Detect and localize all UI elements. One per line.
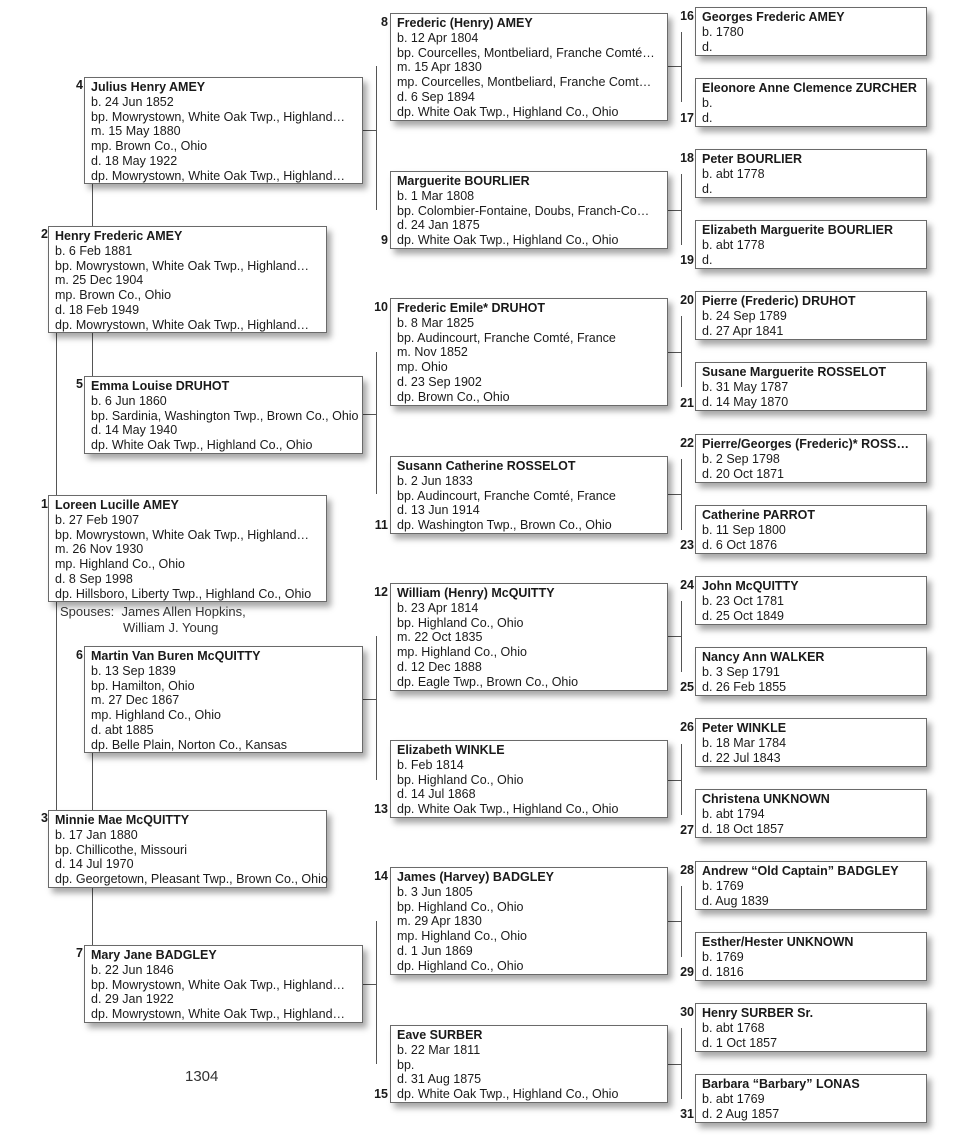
person-number: 19 (680, 253, 694, 267)
person-name: Henry SURBER Sr. (702, 1006, 814, 1020)
person-detail: dp. White Oak Twp., Highland Co., Ohio (91, 438, 313, 453)
person-name: Barbara “Barbary” LONAS (702, 1077, 860, 1091)
person-number: 14 (374, 869, 388, 883)
person-number: 11 (374, 518, 388, 532)
connector-line (376, 66, 377, 210)
connector-line (92, 180, 93, 227)
person-number: 9 (381, 233, 388, 247)
person-box-2[interactable] (48, 226, 327, 333)
person-detail: b. 3 Sep 1791 (702, 665, 780, 679)
person-number: 16 (680, 9, 694, 23)
person-detail: b. 18 Mar 1784 (702, 736, 787, 750)
person-detail: bp. Highland Co., Ohio (397, 772, 524, 787)
person-detail: dp. Belle Plain, Norton Co., Kansas (91, 737, 287, 752)
person-detail: d. 29 Jan 1922 (91, 992, 174, 1007)
page-number: 1304 (185, 1068, 219, 1085)
person-detail: bp. Sardinia, Washington Twp., Brown Co., Ohio (91, 408, 359, 423)
person-detail: d. 18 May 1922 (91, 153, 178, 168)
person-detail: dp. White Oak Twp., Highland Co., Ohio (397, 233, 619, 248)
person-detail: b. 31 May 1787 (702, 380, 789, 394)
person-number: 27 (680, 823, 694, 837)
person-name: Henry Frederic AMEY (55, 229, 183, 243)
person-detail: dp. White Oak Twp., Highland Co., Ohio (397, 104, 619, 119)
connector-line (666, 1064, 681, 1065)
person-detail: m. 27 Dec 1867 (91, 693, 180, 708)
person-detail: dp. White Oak Twp., Highland Co., Ohio (397, 1087, 619, 1102)
person-detail: b. 6 Feb 1881 (55, 244, 133, 258)
person-number: 24 (680, 578, 694, 592)
person-name: Susann Catherine ROSSELOT (397, 459, 576, 473)
person-name: Emma Louise DRUHOT (91, 379, 230, 393)
person-name: Georges Frederic AMEY (702, 10, 845, 24)
person-detail: d. Aug 1839 (702, 893, 769, 908)
person-detail: bp. Highland Co., Ohio (397, 899, 524, 914)
connector-line (376, 921, 377, 1064)
person-number: 31 (680, 1107, 694, 1121)
person-number: 30 (680, 1005, 694, 1019)
connector-line (362, 414, 376, 415)
person-detail: d. 27 Apr 1841 (702, 323, 784, 338)
person-detail: d. 6 Oct 1876 (702, 537, 778, 552)
person-box-20[interactable] (695, 291, 927, 340)
person-detail: d. 1 Oct 1857 (702, 1035, 778, 1050)
connector-line (666, 636, 681, 637)
person-box-25[interactable] (695, 647, 927, 696)
person-detail: dp. Washington Twp., Brown Co., Ohio (397, 518, 612, 533)
person-number: 1 (41, 497, 48, 511)
connector-line (362, 130, 376, 131)
person-detail: b. abt 1778 (702, 167, 765, 181)
person-box-27[interactable] (695, 789, 927, 838)
person-detail: b. 12 Apr 1804 (397, 31, 479, 45)
connector-line (376, 352, 377, 494)
connector-line (362, 699, 376, 700)
person-detail: b. abt 1769 (702, 1092, 765, 1106)
person-detail: mp. Highland Co., Ohio (397, 929, 527, 944)
person-box-13[interactable] (390, 740, 668, 818)
spouse-name: James Allen Hopkins, (121, 604, 246, 619)
person-box-11[interactable] (390, 456, 668, 534)
person-detail: dp. Mowrystown, White Oak Twp., Highland… (91, 1007, 346, 1022)
person-detail: d. 6 Sep 1894 (397, 89, 475, 104)
person-name: Nancy Ann WALKER (702, 650, 825, 664)
person-detail: dp. Hillsboro, Liberty Twp., Highland Co., Ohio (55, 586, 312, 601)
person-detail: d. 14 May 1870 (702, 394, 789, 409)
person-name: Elizabeth WINKLE (397, 743, 505, 757)
person-box-6[interactable] (84, 646, 363, 753)
person-detail: d. 14 Jul 1970 (55, 857, 134, 872)
person-detail: b. 22 Jun 1846 (91, 963, 174, 977)
person-detail: mp. Brown Co., Ohio (55, 288, 172, 303)
person-number: 20 (680, 293, 694, 307)
connector-line (92, 750, 93, 810)
person-name: Elizabeth Marguerite BOURLIER (702, 223, 893, 237)
person-box-31[interactable] (695, 1074, 927, 1123)
person-name: Esther/Hester UNKNOWN (702, 935, 854, 949)
person-detail: m. Nov 1852 (397, 345, 468, 360)
person-number: 12 (374, 585, 388, 599)
person-detail: mp. Courcelles, Montbeliard, Franche Comt… (397, 75, 652, 90)
person-name: John McQUITTY (702, 579, 799, 593)
person-box-12[interactable] (390, 583, 668, 691)
person-detail: b. 13 Sep 1839 (91, 664, 176, 678)
person-detail: b. 23 Oct 1781 (702, 594, 785, 608)
person-number: 29 (680, 965, 694, 979)
person-box-29[interactable] (695, 932, 927, 981)
person-number: 21 (680, 396, 694, 410)
person-detail: d. 2 Aug 1857 (702, 1106, 780, 1121)
person-detail: bp. Courcelles, Montbeliard, Franche Comté… (397, 45, 655, 60)
person-name: Marguerite BOURLIER (397, 174, 530, 188)
connector-line (666, 66, 681, 67)
person-name: Christena UNKNOWN (702, 792, 830, 806)
person-box-14[interactable] (390, 867, 668, 975)
person-number: 10 (374, 300, 388, 314)
connector-line (92, 330, 93, 378)
person-detail: b. 2 Jun 1833 (397, 474, 473, 488)
person-number: 13 (374, 802, 388, 816)
person-detail: b. abt 1778 (702, 238, 765, 252)
person-name: Peter BOURLIER (702, 152, 803, 166)
person-detail: mp. Highland Co., Ohio (91, 708, 221, 723)
person-detail: b. 1769 (702, 879, 744, 893)
person-detail: d. (702, 110, 713, 125)
person-box-5[interactable] (84, 376, 363, 454)
person-detail: mp. Highland Co., Ohio (55, 557, 185, 572)
person-detail: m. 26 Nov 1930 (55, 542, 144, 557)
person-name: Julius Henry AMEY (91, 80, 206, 94)
connector-line (681, 886, 682, 957)
person-box-22[interactable] (695, 434, 927, 483)
person-number: 2 (41, 227, 48, 241)
person-detail: dp. Mowrystown, White Oak Twp., Highland… (55, 317, 310, 332)
person-detail: dp. Eagle Twp., Brown Co., Ohio (397, 674, 579, 689)
person-detail: d. 18 Oct 1857 (702, 821, 785, 836)
person-detail: b. 1 Mar 1808 (397, 189, 475, 203)
person-name: Mary Jane BADGLEY (91, 948, 217, 962)
spouses-label: Spouses: (60, 604, 115, 619)
person-detail: bp. Audincourt, Franche Comté, France (397, 488, 616, 503)
connector-line (681, 316, 682, 387)
person-number: 22 (680, 436, 694, 450)
person-detail: d. 23 Sep 1902 (397, 374, 482, 389)
person-number: 8 (381, 15, 388, 29)
person-box-17[interactable] (695, 78, 927, 127)
person-detail: mp. Brown Co., Ohio (91, 139, 208, 154)
person-detail: bp. (397, 1057, 415, 1072)
person-detail: mp. Highland Co., Ohio (397, 645, 527, 660)
person-detail: b. Feb 1814 (397, 758, 464, 772)
connector-line (681, 32, 682, 102)
person-box-24[interactable] (695, 576, 927, 625)
person-box-3[interactable] (48, 810, 327, 888)
person-detail: d. 8 Sep 1998 (55, 571, 133, 586)
person-detail: b. 17 Jan 1880 (55, 828, 138, 842)
person-number: 15 (374, 1087, 388, 1101)
person-name: Frederic Emile* DRUHOT (397, 301, 545, 315)
person-detail: dp. White Oak Twp., Highland Co., Ohio (397, 802, 619, 817)
person-box-10[interactable] (390, 298, 668, 406)
person-box-23[interactable] (695, 505, 927, 554)
person-detail: d. 26 Feb 1855 (702, 679, 787, 694)
person-detail: b. 6 Jun 1860 (91, 394, 167, 408)
person-detail: b. 24 Jun 1852 (91, 95, 174, 109)
person-number: 7 (76, 946, 83, 960)
person-detail: m. 25 Dec 1904 (55, 273, 144, 288)
person-number: 25 (680, 680, 694, 694)
person-detail: b. abt 1794 (702, 807, 765, 821)
person-number: 28 (680, 863, 694, 877)
person-detail: bp. Chillicothe, Missouri (55, 842, 187, 857)
person-detail: dp. Mowrystown, White Oak Twp., Highland… (91, 168, 346, 183)
person-box-26[interactable] (695, 718, 927, 767)
person-name: Eleonore Anne Clemence ZURCHER (702, 81, 917, 95)
person-detail: m. 15 May 1880 (91, 124, 181, 139)
person-detail: b. 1769 (702, 950, 744, 964)
connector-line (666, 780, 681, 781)
person-detail: b. 27 Feb 1907 (55, 513, 140, 527)
person-detail: b. (702, 96, 713, 110)
person-detail: bp. Mowrystown, White Oak Twp., Highland… (91, 109, 346, 124)
connector-line (666, 921, 681, 922)
connector-line (362, 984, 376, 985)
connector-line (92, 885, 93, 945)
person-detail: b. 3 Jun 1805 (397, 885, 473, 899)
connector-line (681, 1028, 682, 1099)
person-box-21[interactable] (695, 362, 927, 411)
person-number: 17 (680, 111, 694, 125)
person-name: James (Harvey) BADGLEY (397, 870, 555, 884)
person-detail: d. 25 Oct 1849 (702, 608, 785, 623)
person-box-28[interactable] (695, 861, 927, 910)
person-detail: bp. Colombier-Fontaine, Doubs, Franch-Co… (397, 203, 650, 218)
person-name: Pierre/Georges (Frederic)* ROSS… (702, 437, 910, 451)
person-box-8[interactable] (390, 13, 668, 121)
person-number: 18 (680, 151, 694, 165)
person-detail: b. 24 Sep 1789 (702, 309, 787, 323)
person-name: Frederic (Henry) AMEY (397, 16, 533, 30)
person-name: Minnie Mae McQUITTY (55, 813, 190, 827)
person-name: Susane Marguerite ROSSELOT (702, 365, 887, 379)
person-detail: d. abt 1885 (91, 722, 154, 737)
spouses-note (60, 604, 246, 636)
person-name: Pierre (Frederic) DRUHOT (702, 294, 856, 308)
person-box-1[interactable] (48, 495, 327, 602)
person-name: Eave SURBER (397, 1028, 483, 1042)
person-detail: b. 11 Sep 1800 (702, 523, 786, 537)
person-detail: bp. Mowrystown, White Oak Twp., Highland… (55, 527, 310, 542)
connector-line (681, 744, 682, 815)
person-box-4[interactable] (84, 77, 363, 184)
person-detail: d. (702, 39, 713, 54)
person-detail: b. 1780 (702, 25, 744, 39)
person-number: 3 (41, 811, 48, 825)
person-number: 26 (680, 720, 694, 734)
person-detail: m. 15 Apr 1830 (397, 60, 482, 75)
person-detail: b. 8 Mar 1825 (397, 316, 475, 330)
person-detail: dp. Georgetown, Pleasant Twp., Brown Co., Ohio (55, 872, 328, 887)
person-box-9[interactable] (390, 171, 668, 249)
connector-line (681, 459, 682, 530)
person-box-19[interactable] (695, 220, 927, 269)
connector-line (666, 352, 681, 353)
connector-line (376, 636, 377, 780)
person-detail: d. 12 Dec 1888 (397, 659, 482, 674)
person-box-30[interactable] (695, 1003, 927, 1052)
person-detail: d. 20 Oct 1871 (702, 466, 785, 481)
person-detail: dp. Brown Co., Ohio (397, 389, 510, 404)
person-box-15[interactable] (390, 1025, 668, 1103)
connector-line (666, 494, 681, 495)
person-detail: bp. Mowrystown, White Oak Twp., Highland… (91, 977, 346, 992)
person-detail: d. 1816 (702, 964, 744, 979)
person-detail: bp. Highland Co., Ohio (397, 615, 524, 630)
person-detail: d. 22 Jul 1843 (702, 750, 781, 765)
person-number: 6 (76, 648, 83, 662)
person-detail: b. 2 Sep 1798 (702, 452, 780, 466)
person-detail: d. 24 Jan 1875 (397, 218, 480, 233)
person-detail: d. 31 Aug 1875 (397, 1072, 482, 1087)
spouse-name: William J. Young (123, 620, 219, 635)
connector-line (681, 174, 682, 245)
person-box-16[interactable] (695, 7, 927, 56)
person-name: Catherine PARROT (702, 508, 815, 522)
person-name: Peter WINKLE (702, 721, 787, 735)
person-detail: b. 22 Mar 1811 (397, 1043, 481, 1057)
person-detail: d. 13 Jun 1914 (397, 503, 480, 518)
connector-line (681, 601, 682, 672)
person-detail: d. (702, 181, 713, 196)
person-name: Loreen Lucille AMEY (55, 498, 179, 512)
person-number: 4 (76, 78, 83, 92)
person-detail: m. 22 Oct 1835 (397, 630, 483, 645)
person-name: William (Henry) McQUITTY (397, 586, 555, 600)
person-detail: d. 14 May 1940 (91, 423, 178, 438)
connector-line (666, 210, 681, 211)
person-detail: dp. Highland Co., Ohio (397, 958, 524, 973)
person-detail: b. 23 Apr 1814 (397, 601, 479, 615)
person-detail: d. 18 Feb 1949 (55, 302, 140, 317)
person-detail: mp. Ohio (397, 360, 448, 375)
person-name: Andrew “Old Captain” BADGLEY (702, 864, 899, 878)
person-detail: bp. Mowrystown, White Oak Twp., Highland… (55, 258, 310, 273)
person-detail: bp. Audincourt, Franche Comté, France (397, 330, 616, 345)
person-detail: b. abt 1768 (702, 1021, 765, 1035)
person-box-18[interactable] (695, 149, 927, 198)
person-name: Martin Van Buren McQUITTY (91, 649, 261, 663)
person-detail: d. 14 Jul 1868 (397, 787, 476, 802)
person-detail: bp. Hamilton, Ohio (91, 678, 195, 693)
person-box-7[interactable] (84, 945, 363, 1023)
person-number: 23 (680, 538, 694, 552)
person-detail: d. (702, 252, 713, 267)
person-detail: d. 1 Jun 1869 (397, 943, 473, 958)
person-number: 5 (76, 377, 83, 391)
person-detail: m. 29 Apr 1830 (397, 914, 482, 929)
